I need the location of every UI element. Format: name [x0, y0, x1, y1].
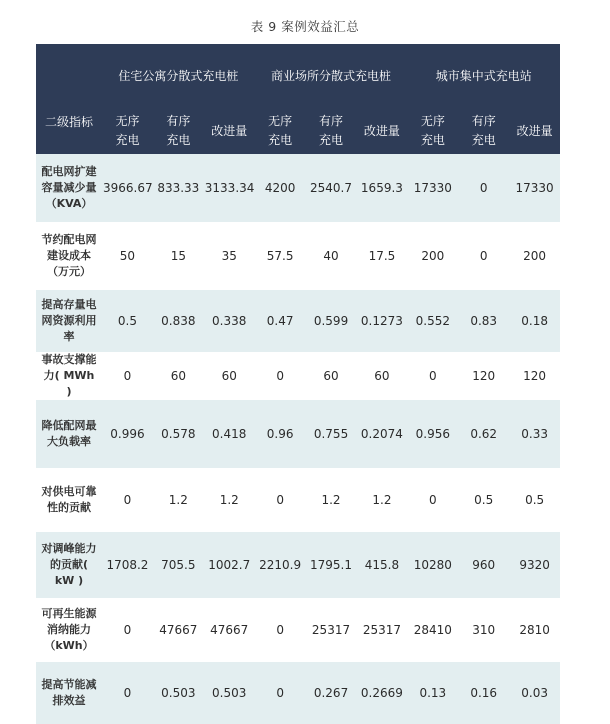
group-header: 商业场所分散式充电桩	[255, 44, 408, 108]
value-cell: 0.418	[204, 400, 255, 468]
value-cell: 0	[102, 352, 153, 400]
table-row	[36, 662, 560, 724]
column-subheader-line: 改进量	[516, 123, 553, 138]
value-cell: 47667	[204, 598, 255, 662]
value-cell: 0.338	[204, 290, 255, 352]
column-subheader-line: 改进量	[211, 123, 248, 138]
table-caption: 表 9 案例效益汇总	[250, 19, 360, 34]
value-cell: 1002.7	[204, 532, 255, 598]
column-subheader	[306, 108, 357, 154]
value-cell: 2210.9	[255, 532, 306, 598]
row-header-cell	[36, 44, 102, 154]
value-cell: 120	[458, 352, 509, 400]
value-cell: 0.578	[153, 400, 204, 468]
table-row	[36, 468, 560, 532]
table-row	[36, 154, 560, 222]
row-indicator-label: 降低配网最大负载率	[36, 400, 102, 468]
table-row	[36, 352, 560, 400]
value-cell: 0.18	[509, 290, 560, 352]
column-subheader-line: 充电	[268, 133, 293, 147]
value-cell: 17.5	[356, 222, 407, 290]
value-cell: 0	[255, 352, 306, 400]
column-subheader-line: 有序	[471, 114, 496, 128]
value-cell: 200	[407, 222, 458, 290]
row-indicator-label: 提高存量电网资源利用率	[36, 290, 102, 352]
column-subheader	[153, 108, 204, 154]
value-cell: 1.2	[306, 468, 357, 532]
column-subheader	[407, 108, 458, 154]
column-subheader	[509, 108, 560, 154]
column-subheader-line: 有序	[319, 114, 344, 128]
column-subheader	[255, 108, 306, 154]
value-cell: 0	[255, 598, 306, 662]
value-cell: 1659.3	[356, 154, 407, 222]
column-subheader	[356, 108, 407, 154]
value-cell: 25317	[356, 598, 407, 662]
value-cell: 705.5	[153, 532, 204, 598]
column-subheader-line: 改进量	[363, 123, 400, 138]
value-cell: 120	[509, 352, 560, 400]
subheader-row	[36, 108, 560, 154]
table-row	[36, 222, 560, 290]
value-cell: 0.2669	[356, 662, 407, 724]
table-header	[36, 44, 560, 154]
value-cell: 0	[407, 352, 458, 400]
value-cell: 0	[102, 468, 153, 532]
value-cell: 1708.2	[102, 532, 153, 598]
row-indicator-label: 配电网扩建容量减少量（KVA）	[36, 154, 102, 222]
value-cell: 35	[204, 222, 255, 290]
column-subheader-line: 有序	[166, 114, 191, 128]
value-cell: 0.83	[458, 290, 509, 352]
value-cell: 1.2	[356, 468, 407, 532]
row-indicator-label: 对供电可靠性的贡献	[36, 468, 102, 532]
column-subheader-line: 充电	[420, 133, 445, 147]
value-cell: 0.996	[102, 400, 153, 468]
value-cell: 0.267	[306, 662, 357, 724]
value-cell: 0.552	[407, 290, 458, 352]
value-cell: 0.33	[509, 400, 560, 468]
value-cell: 0	[255, 468, 306, 532]
value-cell: 2540.7	[306, 154, 357, 222]
value-cell: 0.503	[153, 662, 204, 724]
value-cell: 0.838	[153, 290, 204, 352]
value-cell: 833.33	[153, 154, 204, 222]
column-subheader-line: 无序	[420, 114, 445, 128]
group-header: 城市集中式充电站	[407, 44, 560, 108]
value-cell: 960	[458, 532, 509, 598]
value-cell: 0	[255, 662, 306, 724]
value-cell: 310	[458, 598, 509, 662]
value-cell: 0.956	[407, 400, 458, 468]
row-indicator-label: 事故支撑能力( MWh )	[36, 352, 102, 400]
column-subheader-line: 充电	[319, 133, 344, 147]
column-subheader-line: 充电	[115, 133, 140, 147]
value-cell: 0.1273	[356, 290, 407, 352]
value-cell: 57.5	[255, 222, 306, 290]
value-cell: 0.599	[306, 290, 357, 352]
column-subheader-line: 无序	[268, 114, 293, 128]
value-cell: 60	[306, 352, 357, 400]
value-cell: 60	[356, 352, 407, 400]
value-cell: 0.2074	[356, 400, 407, 468]
value-cell: 60	[153, 352, 204, 400]
table-row	[36, 290, 560, 352]
column-subheader-line: 充电	[166, 133, 191, 147]
group-header: 住宅公寓分散式充电桩	[102, 44, 255, 108]
value-cell: 0.13	[407, 662, 458, 724]
value-cell: 17330	[407, 154, 458, 222]
value-cell: 200	[509, 222, 560, 290]
row-indicator-label: 对调峰能力的贡献( kW )	[36, 532, 102, 598]
benefit-summary-table	[36, 44, 560, 724]
value-cell: 4200	[255, 154, 306, 222]
row-indicator-label: 节约配电网建设成本（万元）	[36, 222, 102, 290]
value-cell: 0	[102, 662, 153, 724]
value-cell: 0	[458, 154, 509, 222]
value-cell: 415.8	[356, 532, 407, 598]
value-cell: 50	[102, 222, 153, 290]
value-cell: 1.2	[204, 468, 255, 532]
value-cell: 2810	[509, 598, 560, 662]
value-cell: 3966.67	[102, 154, 153, 222]
value-cell: 0.5	[458, 468, 509, 532]
value-cell: 0.62	[458, 400, 509, 468]
table-row	[36, 532, 560, 598]
value-cell: 25317	[306, 598, 357, 662]
value-cell: 28410	[407, 598, 458, 662]
value-cell: 1.2	[153, 468, 204, 532]
column-subheader-line: 无序	[115, 114, 140, 128]
value-cell: 0.5	[509, 468, 560, 532]
value-cell: 10280	[407, 532, 458, 598]
column-subheader	[458, 108, 509, 154]
value-cell: 0.503	[204, 662, 255, 724]
value-cell: 15	[153, 222, 204, 290]
row-indicator-label: 可再生能源消纳能力（kWh）	[36, 598, 102, 662]
value-cell: 9320	[509, 532, 560, 598]
column-subheader	[204, 108, 255, 154]
table-row	[36, 598, 560, 662]
value-cell: 0.5	[102, 290, 153, 352]
table-row	[36, 400, 560, 468]
value-cell: 47667	[153, 598, 204, 662]
value-cell: 0.16	[458, 662, 509, 724]
value-cell: 0.47	[255, 290, 306, 352]
row-indicator-label: 提高节能减排效益	[36, 662, 102, 724]
value-cell: 0.96	[255, 400, 306, 468]
value-cell: 3133.34	[204, 154, 255, 222]
value-cell: 0	[102, 598, 153, 662]
value-cell: 0	[407, 468, 458, 532]
value-cell: 40	[306, 222, 357, 290]
value-cell: 17330	[509, 154, 560, 222]
row-header-label: 二级指标	[44, 114, 93, 129]
table-body	[36, 154, 560, 724]
value-cell: 1795.1	[306, 532, 357, 598]
value-cell: 60	[204, 352, 255, 400]
column-subheader	[102, 108, 153, 154]
value-cell: 0	[458, 222, 509, 290]
column-subheader-line: 充电	[471, 133, 496, 147]
value-cell: 0.755	[306, 400, 357, 468]
value-cell: 0.03	[509, 662, 560, 724]
